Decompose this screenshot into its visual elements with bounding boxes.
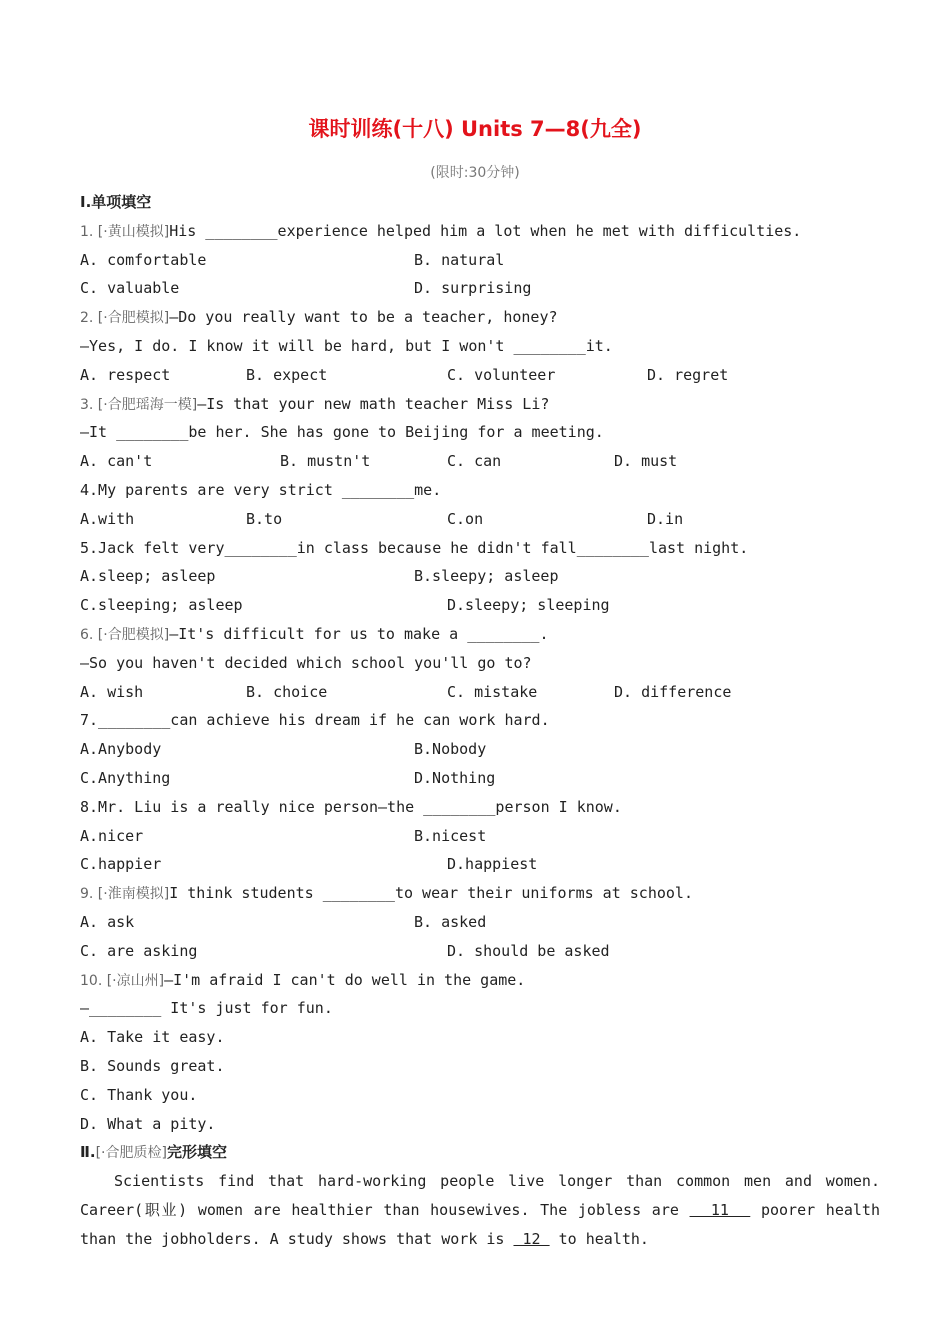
option-b[interactable]: B.sleepy; asleep: [414, 567, 559, 586]
question-7: 7.________can achieve his dream if he can work hard.: [80, 711, 550, 730]
option-c[interactable]: C. can: [447, 452, 502, 471]
option-b[interactable]: B. asked: [414, 912, 487, 931]
passage-text-1: Scientists find that hard-working people live longer than common men and women. Career(职业) women are healthier than housewives. The jobless are: [80, 1172, 880, 1219]
option-c[interactable]: C. are asking: [80, 941, 198, 960]
question-2-text: —Do you really want to be a teacher, honey?: [169, 308, 558, 327]
question-10-source: 10. [·凉山州]: [80, 972, 165, 989]
question-9: [80, 879, 880, 908]
question-3-text: —Is that your new math teacher Miss Li?: [197, 394, 550, 413]
option-b[interactable]: B. natural: [414, 250, 505, 269]
option-d[interactable]: D. difference: [614, 682, 732, 701]
option-d[interactable]: D. What a pity.: [80, 1114, 216, 1133]
option-a[interactable]: A. comfortable: [80, 250, 207, 269]
option-a[interactable]: A. can't: [80, 452, 153, 471]
option-c[interactable]: C.Anything: [80, 768, 171, 787]
question-2-options: [80, 361, 880, 390]
question-9-source: 9. [·淮南模拟]: [80, 886, 170, 903]
question-1: [80, 217, 880, 246]
option-a[interactable]: A. ask: [80, 912, 135, 931]
blank-11[interactable]: 11: [689, 1200, 751, 1219]
question-8: 8.Mr. Liu is a really nice person—the ________person I know.: [80, 797, 622, 816]
option-b[interactable]: B. Sounds great.: [80, 1056, 225, 1075]
option-b[interactable]: B.nicest: [414, 826, 487, 845]
option-a[interactable]: A.nicer: [80, 826, 144, 845]
option-a[interactable]: A. wish: [80, 682, 144, 701]
question-8-options-row-2: [80, 850, 880, 879]
question-1-options-row-2: [80, 274, 880, 303]
option-c[interactable]: C. mistake: [447, 682, 538, 701]
option-c[interactable]: C. valuable: [80, 279, 180, 298]
question-2-source: 2. [·合肥模拟]: [80, 310, 170, 327]
option-b[interactable]: B.Nobody: [414, 740, 487, 759]
question-3-options: [80, 447, 880, 476]
option-d[interactable]: D.happiest: [447, 855, 538, 874]
option-b[interactable]: B. expect: [246, 365, 328, 384]
question-6: [80, 620, 880, 649]
option-b[interactable]: B. mustn't: [280, 452, 371, 471]
option-a[interactable]: A.Anybody: [80, 740, 162, 759]
section-2-title: 完形填空: [166, 1143, 227, 1162]
section-2-number: Ⅱ.: [80, 1143, 96, 1162]
passage-text-2: poorer health than the jobholders. A study shows that work is: [80, 1200, 880, 1248]
option-a[interactable]: A. respect: [80, 365, 171, 384]
question-10: [80, 966, 880, 995]
option-b[interactable]: B. choice: [246, 682, 328, 701]
question-4: 4.My parents are very strict ________me.: [80, 480, 442, 499]
question-3-source: 3. [·合肥瑶海一模]: [80, 396, 198, 413]
time-limit: (限时:30分钟): [430, 165, 520, 181]
section-2-heading: [80, 1138, 880, 1167]
question-1-options-row-1: [80, 246, 880, 275]
option-d[interactable]: D.Nothing: [414, 768, 496, 787]
blank-12[interactable]: 12: [513, 1229, 550, 1248]
option-b[interactable]: B.to: [246, 509, 283, 528]
question-2: [80, 303, 880, 332]
question-3-reply: —It ________be her. She has gone to Beijing for a meeting.: [80, 423, 604, 442]
question-7-options-row-2: [80, 764, 880, 793]
option-d[interactable]: D. surprising: [414, 279, 532, 298]
question-10-reply: —________ It's just for fun.: [80, 999, 333, 1018]
option-a[interactable]: A. Take it easy.: [80, 1028, 225, 1047]
question-6-source: 6. [·合肥模拟]: [80, 626, 170, 643]
section-1-heading: Ⅰ.单项填空: [80, 193, 152, 211]
question-4-options: [80, 505, 880, 534]
question-5-options-row-2: [80, 591, 880, 620]
option-a[interactable]: A.sleep; asleep: [80, 567, 216, 586]
question-1-source: 1. [·黄山模拟]: [80, 223, 170, 240]
question-1-text: His ________experience helped him a lot when he met with difficulties.: [169, 221, 802, 240]
option-d[interactable]: D. regret: [647, 365, 729, 384]
passage-text-3: to health.: [549, 1229, 649, 1248]
question-7-options-row-1: [80, 735, 880, 764]
option-c[interactable]: C. volunteer: [447, 365, 556, 384]
question-6-reply: —So you haven't decided which school you'll go to?: [80, 653, 532, 672]
option-d[interactable]: D. should be asked: [447, 941, 610, 960]
question-3: [80, 390, 880, 419]
question-6-text: —It's difficult for us to make a ________.: [169, 624, 549, 643]
question-9-text: I think students ________to wear their uniforms at school.: [169, 884, 693, 903]
question-5: 5.Jack felt very________in class because he didn't fall________last night.: [80, 538, 749, 557]
option-d[interactable]: D.in: [647, 509, 684, 528]
question-10-text: —I'm afraid I can't do well in the game.: [164, 970, 526, 989]
option-c[interactable]: C.on: [447, 509, 484, 528]
page-title: 课时训练(十八) Units 7—8(九全): [308, 117, 642, 141]
option-c[interactable]: C.sleeping; asleep: [80, 596, 243, 615]
question-9-options-row-1: [80, 908, 880, 937]
option-a[interactable]: A.with: [80, 509, 135, 528]
option-d[interactable]: D.sleepy; sleeping: [447, 596, 610, 615]
section-2-source: [·合肥质检]: [95, 1145, 167, 1162]
question-8-options-row-1: [80, 822, 880, 851]
option-c[interactable]: C.happier: [80, 855, 162, 874]
question-9-options-row-2: [80, 937, 880, 966]
option-d[interactable]: D. must: [614, 452, 678, 471]
question-6-options: [80, 678, 880, 707]
exercise-content: [80, 188, 880, 1253]
question-5-options-row-1: [80, 562, 880, 591]
question-2-reply: —Yes, I do. I know it will be hard, but I won't ________it.: [80, 336, 613, 355]
cloze-passage: [80, 1167, 880, 1253]
option-c[interactable]: C. Thank you.: [80, 1085, 198, 1104]
